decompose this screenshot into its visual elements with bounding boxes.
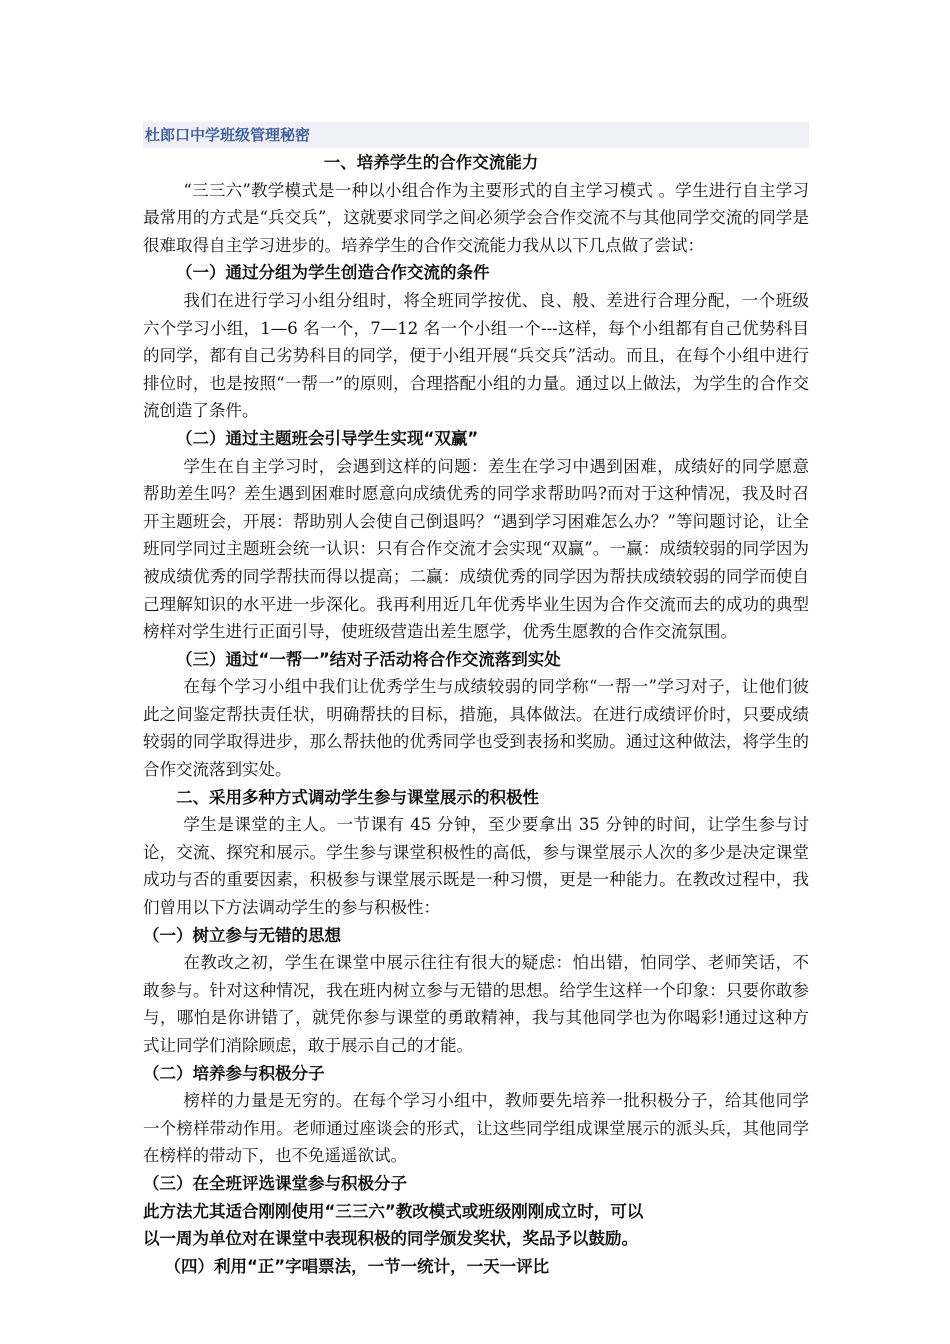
section-2-4-heading: （四）利用“正”字唱票法，一节一统计，一天一评比 bbox=[164, 1256, 550, 1276]
section-2-3-heading: （三）在全班评选课堂参与积极分子 bbox=[143, 1173, 407, 1193]
document-title: 杜郎口中学班级管理秘密 bbox=[143, 122, 809, 148]
document-page bbox=[143, 122, 809, 1280]
section-1-2-body: 学生在自主学习时，会遇到这样的问题：差生在学习中遇到困难，成绩好的同学愿意帮助差生吗？差生遇到困难时愿意向成绩优秀的同学求帮助吗?而对于这种情况，我及时召开主题班会，开展：帮助别人会使自己倒退吗？“遇到学习困难怎么办？”等问题讨论，让全班同学同过主题班会统一认识：只有合作交流才会实现“双赢”。一赢：成绩较弱的同学因为被成绩优秀的同学帮扶而得以提高；二赢：成绩优秀的同学因为帮扶成绩较弱的同学而使自己理解知识的水平进一步深化。我再利用近几年优秀毕业生因为合作交流而去的成功的典型榜样对学生进行正面引导，使班级营造出差生愿学，优秀生愿教的合作交流氛围。 bbox=[143, 456, 809, 642]
section-2-intro: 学生是课堂的主人。一节课有 45 分钟，至少要拿出 35 分钟的时间，让学生参与讨论，交流、探究和展示。学生参与课堂积极性的高低，参与课堂展示人次的多少是决定课堂成功与否的重要因素，积极参与课堂展示既是一种习惯，更是一种能力。在教改过程中，我们曾用以下方法调动学生的参与积极性： bbox=[143, 815, 809, 918]
section-1-3-heading: （三）通过“一帮一”结对子活动将合作交流落到实处 bbox=[176, 649, 561, 669]
section-2-1-body: 在教改之初，学生在课堂中展示往往有很大的疑虑：怕出错，怕同学、老师笑话，不敢参与。针对这种情况，我在班内树立参与无错的思想。给学生这样一个印象：只要你敢参与，哪怕是你讲错了，就凭你参与课堂的勇敢精神，我与其他同学也为你喝彩!通过这种方式让同学们消除顾虑，敢于展示自己的才能。 bbox=[143, 953, 809, 1055]
section-1-2-heading: （二）通过主题班会引导学生实现“双赢” bbox=[176, 428, 479, 448]
section-2-2-heading: （二）培养参与积极分子 bbox=[143, 1063, 325, 1083]
section-2-2-body: 榜样的力量是无穷的。在每个学习小组中，教师要先培养一批积极分子，给其他同学一个榜样带动作用。老师通过座谈会的形式，让这些同学组成课堂展示的派头兵，其他同学在榜样的带动下，也不免遥遥欲试。 bbox=[143, 1091, 809, 1166]
section-1-heading: 一、培养学生的合作交流能力 bbox=[323, 153, 539, 172]
section-1-1-body: 我们在进行学习小组分组时，将全班同学按优、良、般、差进行合理分配，一个班级六个学习小组，1—6 名一个，7—12 名一个小组一个---这样，每个小组都有自己优势科目的同学，都有自己劣势科目的同学，便于小组开展“兵交兵”活动。而且，在每个小组中进行排位时，也是按照“一帮一”的原则，合理搭配小组的力量。通过以上做法，为学生的合作交流创造了条件。 bbox=[143, 290, 809, 421]
section-2-heading: 二、采用多种方式调动学生参与课堂展示的积极性 bbox=[176, 787, 539, 807]
section-2-3-line-1: 此方法尤其适合刚刚使用“三三六”教改模式或班级刚刚成立时，可以 bbox=[143, 1201, 644, 1221]
section-1-intro: “三三六”教学模式是一种以小组合作为主要形式的自主学习模式 。学生进行自主学习最常用的方式是“兵交兵”，这就要求同学之间必须学会合作交流不与其他同学交流的同学是很难取得自主学习进步的。培养学生的合作交流能力我从以下几点做了尝试： bbox=[143, 180, 809, 255]
section-1-1-heading: （一）通过分组为学生创造合作交流的条件 bbox=[176, 263, 490, 283]
section-2-3-line-2: 以一周为单位对在课堂中表现积极的同学颁发奖状，奖品予以鼓励。 bbox=[143, 1229, 638, 1249]
section-2-1-heading: （一）树立参与无错的思想 bbox=[143, 925, 341, 945]
section-1-3-body: 在每个学习小组中我们让优秀学生与成绩较弱的同学称“一帮一”学习对子，让他们彼此之间鉴定帮扶责任状，明确帮扶的目标，措施，具体做法。在进行成绩评价时，只要成绩较弱的同学取得进步，那么帮扶他的优秀同学也受到表扬和奖励。通过这种做法，将学生的合作交流落到实处。 bbox=[143, 677, 809, 780]
